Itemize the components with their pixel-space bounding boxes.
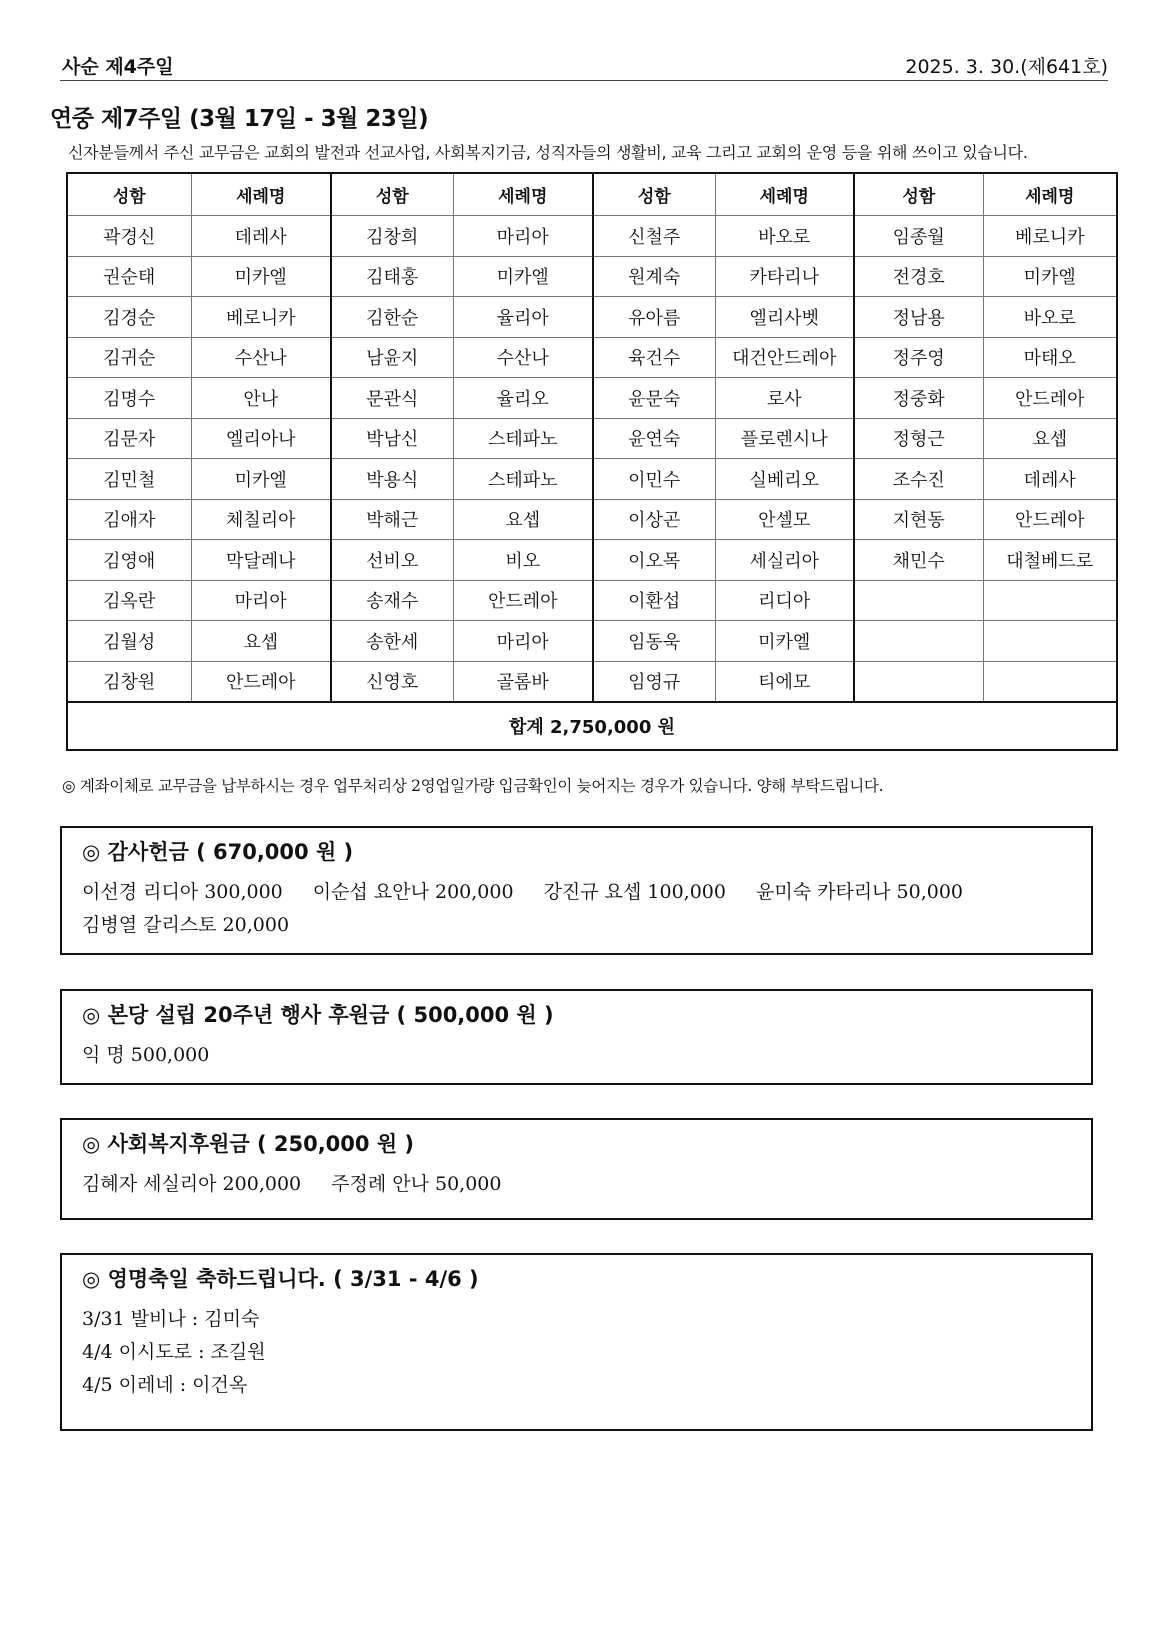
name-cell: 박용식 [331,459,453,500]
box-title: ◎ 사회복지후원금 ( 250,000 원 ) [82,1132,415,1156]
baptismal-name-cell: 베로니카 [983,216,1117,257]
name-cell: 유아름 [593,297,715,338]
baptismal-name-cell: 스테파노 [453,418,593,459]
name-cell: 윤문숙 [593,378,715,419]
baptismal-name-cell: 티에모 [715,661,854,702]
name-cell: 곽경신 [67,216,191,257]
table-row [67,256,1117,297]
baptismal-name-cell: 율리아 [453,297,593,338]
baptismal-name-cell: 미카엘 [715,621,854,662]
name-cell: 송한세 [331,621,453,662]
feast-day-box [60,1253,1093,1431]
table-row [67,418,1117,459]
box-line [82,1039,1071,1072]
section-title: 연중 제7주일 (3월 17일 - 3월 23일) [50,106,429,132]
box-title: ◎ 감사헌금 ( 670,000 원 ) [82,840,354,864]
header-baptismal-name: 세례명 [453,173,593,216]
name-cell: 원계숙 [593,256,715,297]
baptismal-name-cell: 플로렌시나 [715,418,854,459]
table-row [67,297,1117,338]
section-subtitle: 신자분들께서 주신 교무금은 교회의 발전과 선교사업, 사회복지기금, 성직자들의 생활비, 교육 그리고 교회의 운영 등을 위해 쓰이고 있습니다. [68,143,1028,162]
baptismal-name-cell [983,621,1117,662]
baptismal-name-cell: 바오로 [983,297,1117,338]
box-entry: 4/5 이레네 : 이건옥 [82,1374,248,1396]
social-welfare-donation-box [60,1118,1093,1220]
name-cell: 김옥란 [67,580,191,621]
name-cell: 김애자 [67,499,191,540]
header-divider [60,80,1108,81]
baptismal-name-cell: 요셉 [983,418,1117,459]
name-cell: 육건수 [593,337,715,378]
name-cell: 김문자 [67,418,191,459]
baptismal-name-cell: 마리아 [453,216,593,257]
baptismal-name-cell: 로사 [715,378,854,419]
name-cell: 채민수 [854,540,983,581]
baptismal-name-cell: 카타리나 [715,256,854,297]
name-cell: 정주영 [854,337,983,378]
table-row [67,459,1117,500]
name-cell: 김영애 [67,540,191,581]
name-cell: 임종월 [854,216,983,257]
baptismal-name-cell: 대건안드레아 [715,337,854,378]
name-cell: 신영호 [331,661,453,702]
table-row [67,378,1117,419]
baptismal-name-cell: 마리아 [191,580,331,621]
box-entry: 윤미숙 카타리나 50,000 [755,881,964,903]
baptismal-name-cell: 미카엘 [983,256,1117,297]
box-title: ◎ 영명축일 축하드립니다. ( 3/31 - 4/6 ) [82,1267,479,1291]
baptismal-name-cell: 요셉 [453,499,593,540]
header-name: 성함 [854,173,983,216]
baptismal-name-cell: 수산나 [453,337,593,378]
baptismal-name-cell: 마태오 [983,337,1117,378]
name-cell [854,580,983,621]
header-baptismal-name: 세례명 [191,173,331,216]
name-cell: 송재수 [331,580,453,621]
baptismal-name-cell: 실베리오 [715,459,854,500]
baptismal-name-cell: 엘리아나 [191,418,331,459]
name-cell: 신철주 [593,216,715,257]
box-line [82,876,1071,909]
header-name: 성함 [67,173,191,216]
box-entry: 이순섭 요안나 200,000 [312,881,514,903]
baptismal-name-cell: 율리오 [453,378,593,419]
name-cell: 김월성 [67,621,191,662]
baptismal-name-cell: 막달레나 [191,540,331,581]
header-name: 성함 [593,173,715,216]
name-cell: 김민철 [67,459,191,500]
contribution-table [66,172,1118,751]
baptismal-name-cell: 베로니카 [191,297,331,338]
baptismal-name-cell: 체칠리아 [191,499,331,540]
baptismal-name-cell: 스테파노 [453,459,593,500]
table-row [67,580,1117,621]
header-baptismal-name: 세례명 [983,173,1117,216]
name-cell: 김귀순 [67,337,191,378]
baptismal-name-cell: 비오 [453,540,593,581]
bulletin-week: 사순 제4주일 [62,56,174,78]
box-line [82,1303,1071,1336]
name-cell: 이오목 [593,540,715,581]
name-cell: 이환섭 [593,580,715,621]
baptismal-name-cell: 안셀모 [715,499,854,540]
name-cell: 정남용 [854,297,983,338]
thanksgiving-offering-box [60,826,1093,955]
name-cell: 김태홍 [331,256,453,297]
transfer-note: ◎ 계좌이체로 교무금을 납부하시는 경우 업무처리상 2영업일가량 입금확인이 늦어지는 경우가 있습니다. 양해 부탁드립니다. [62,777,884,795]
baptismal-name-cell: 세실리아 [715,540,854,581]
box-entry: 4/4 이시도로 : 조길원 [82,1341,266,1363]
box-entry: 김병열 갈리스토 20,000 [82,914,290,936]
name-cell: 김창원 [67,661,191,702]
box-entry: 강진규 요셉 100,000 [543,881,726,903]
name-cell: 김경순 [67,297,191,338]
name-cell: 박해근 [331,499,453,540]
box-title: ◎ 본당 설립 20주년 행사 후원금 ( 500,000 원 ) [82,1003,554,1027]
box-entry: 김혜자 세실리아 200,000 [82,1173,302,1195]
box-entry: 주정례 안나 50,000 [331,1173,502,1195]
table-row [67,621,1117,662]
baptismal-name-cell [983,661,1117,702]
baptismal-name-cell: 미카엘 [191,256,331,297]
name-cell [854,621,983,662]
name-cell: 김한순 [331,297,453,338]
baptismal-name-cell: 미카엘 [191,459,331,500]
baptismal-name-cell: 데레사 [191,216,331,257]
table-row [67,661,1117,702]
name-cell: 임동욱 [593,621,715,662]
name-cell: 이민수 [593,459,715,500]
name-cell: 임영규 [593,661,715,702]
baptismal-name-cell: 미카엘 [453,256,593,297]
header-name: 성함 [331,173,453,216]
name-cell: 윤연숙 [593,418,715,459]
baptismal-name-cell: 안드레아 [191,661,331,702]
table-row [67,337,1117,378]
baptismal-name-cell: 마리아 [453,621,593,662]
baptismal-name-cell: 리디아 [715,580,854,621]
box-line [82,1336,1071,1369]
baptismal-name-cell: 안나 [191,378,331,419]
name-cell: 정형근 [854,418,983,459]
table-row [67,499,1117,540]
table-row [67,540,1117,581]
baptismal-name-cell: 골롬바 [453,661,593,702]
box-line [82,909,1071,942]
table-header-row [67,173,1117,216]
header-baptismal-name: 세례명 [715,173,854,216]
baptismal-name-cell: 바오로 [715,216,854,257]
name-cell: 전경호 [854,256,983,297]
name-cell: 문관식 [331,378,453,419]
name-cell: 박남신 [331,418,453,459]
name-cell: 이상곤 [593,499,715,540]
name-cell: 김명수 [67,378,191,419]
name-cell: 지현동 [854,499,983,540]
box-entry: 익 명 500,000 [82,1044,210,1066]
name-cell: 선비오 [331,540,453,581]
baptismal-name-cell: 엘리사벳 [715,297,854,338]
name-cell: 조수진 [854,459,983,500]
name-cell: 김창희 [331,216,453,257]
baptismal-name-cell [983,580,1117,621]
baptismal-name-cell: 안드레아 [983,499,1117,540]
name-cell: 권순태 [67,256,191,297]
box-line [82,1168,1071,1201]
name-cell: 남윤지 [331,337,453,378]
table-row [67,216,1117,257]
baptismal-name-cell: 수산나 [191,337,331,378]
name-cell: 정중화 [854,378,983,419]
table-total: 합계 2,750,000 원 [67,702,1117,750]
baptismal-name-cell: 안드레아 [453,580,593,621]
anniversary-donation-box [60,989,1093,1085]
baptismal-name-cell: 대철베드로 [983,540,1117,581]
name-cell [854,661,983,702]
baptismal-name-cell: 요셉 [191,621,331,662]
box-entry: 이선경 리디아 300,000 [82,881,283,903]
baptismal-name-cell: 안드레아 [983,378,1117,419]
baptismal-name-cell: 데레사 [983,459,1117,500]
box-line [82,1369,1071,1402]
bulletin-date-issue: 2025. 3. 30.(제641호) [905,56,1108,78]
box-entry: 3/31 발비나 : 김미숙 [82,1308,260,1330]
